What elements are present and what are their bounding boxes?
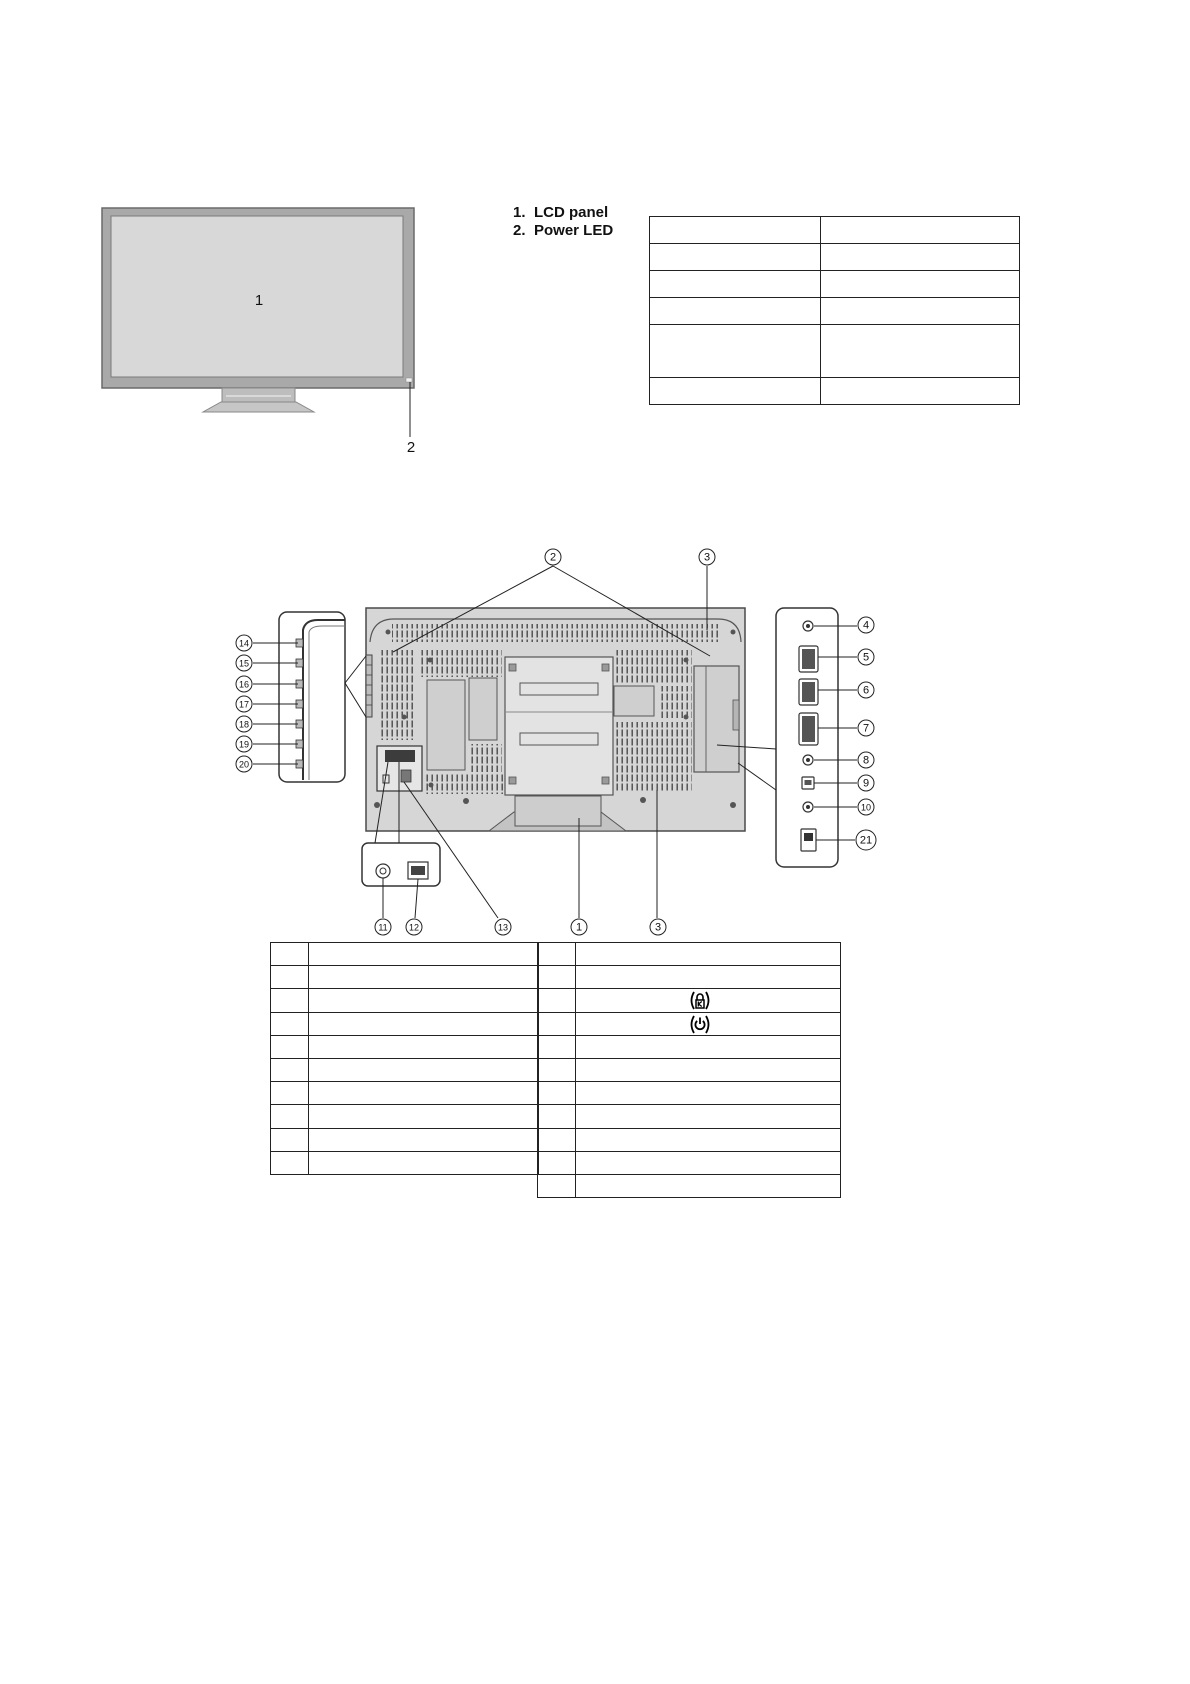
parts-list-label: Power LED — [534, 222, 614, 239]
callout-14 — [236, 635, 252, 651]
power-switch — [408, 862, 428, 879]
dc-jack — [376, 864, 390, 878]
table-row — [271, 1058, 539, 1081]
table-cell — [576, 1151, 841, 1174]
power-icon — [687, 1014, 713, 1035]
callout-16 — [236, 676, 252, 692]
table-cell — [271, 1128, 309, 1151]
table-row — [538, 1128, 841, 1151]
table-cell — [309, 966, 539, 989]
rear-view-monitor — [366, 608, 745, 831]
port-housing — [694, 666, 739, 772]
callout-number: 2 — [549, 551, 557, 564]
callout-number: 11 — [378, 922, 388, 933]
parts-list-label: LCD panel — [534, 204, 609, 221]
callout-number: 13 — [497, 922, 509, 933]
table-row — [271, 1105, 539, 1128]
table-cell — [271, 943, 309, 966]
table-cell — [309, 1058, 539, 1081]
table-cell — [538, 1105, 576, 1128]
rear-block-right — [614, 686, 654, 716]
table-row — [650, 271, 1020, 298]
callout-number: 3 — [654, 921, 662, 934]
table-row — [538, 1105, 841, 1128]
table-cell — [271, 966, 309, 989]
side-button-strip — [366, 655, 372, 717]
stand-base — [203, 402, 314, 412]
callout-20 — [236, 756, 252, 772]
table-cell — [576, 1128, 841, 1151]
callout-number: 12 — [408, 922, 420, 933]
table-cell — [538, 966, 576, 989]
parts-list-item — [513, 204, 613, 222]
table-row — [271, 1012, 539, 1035]
displayport-port — [799, 713, 818, 745]
table-cell — [576, 1174, 841, 1197]
callout-number: 16 — [238, 679, 250, 690]
left-zoom-lines — [345, 656, 366, 717]
table-cell — [821, 217, 1020, 244]
table-cell — [271, 1035, 309, 1058]
callout-number: 10 — [860, 802, 872, 813]
table-cell — [576, 1058, 841, 1081]
callout-number: 6 — [862, 684, 870, 697]
callout-number: 7 — [862, 722, 870, 735]
mini-usb-port — [802, 777, 814, 789]
table-cell — [271, 1105, 309, 1128]
front-view-monitor — [102, 208, 415, 456]
table-cell — [271, 1082, 309, 1105]
callout-13 — [495, 919, 511, 935]
table-cell — [576, 1035, 841, 1058]
table-cell — [271, 1058, 309, 1081]
callout-18 — [236, 716, 252, 732]
table-row — [271, 1082, 539, 1105]
table-cell — [576, 989, 841, 1012]
callout-2 — [545, 549, 561, 565]
parts-list-number: 1. — [513, 204, 526, 221]
callout-3-bottom — [650, 919, 666, 935]
callout-1 — [571, 919, 587, 935]
table-cell — [309, 1151, 539, 1174]
table-row — [538, 1174, 841, 1197]
callout-number: 14 — [238, 638, 250, 649]
table-cell — [538, 989, 576, 1012]
round-jack-port-b — [803, 802, 813, 812]
table-cell — [538, 1128, 576, 1151]
table-cell — [309, 943, 539, 966]
callout-10 — [858, 799, 874, 815]
callout-4 — [858, 617, 874, 633]
rear-parts-table-left — [270, 942, 539, 1175]
callout-3-top — [699, 549, 715, 565]
table-cell — [538, 1058, 576, 1081]
table-cell — [650, 378, 821, 405]
table-row — [538, 1012, 841, 1035]
mount-plate — [505, 657, 613, 795]
table-cell — [538, 1151, 576, 1174]
table-cell — [538, 1174, 576, 1197]
callout-number: 5 — [862, 651, 870, 664]
table-cell — [538, 943, 576, 966]
table-row — [650, 325, 1020, 378]
table-row — [538, 1082, 841, 1105]
callout-12 — [406, 919, 422, 935]
table-row — [538, 989, 841, 1012]
table-cell — [821, 378, 1020, 405]
hdmi-port-1 — [799, 646, 818, 672]
table-row — [538, 943, 841, 966]
table-cell — [821, 298, 1020, 325]
table-row — [538, 966, 841, 989]
table-row — [271, 966, 539, 989]
table-cell — [650, 244, 821, 271]
table-cell — [650, 298, 821, 325]
table-row — [271, 943, 539, 966]
callout-number: 18 — [238, 719, 250, 730]
audio-jack-port — [803, 621, 813, 631]
callout-21 — [856, 830, 876, 850]
table-row — [538, 1151, 841, 1174]
callout-11 — [375, 919, 391, 935]
table-cell — [309, 1035, 539, 1058]
table-cell — [576, 966, 841, 989]
parts-list — [513, 204, 613, 240]
callout-number: 21 — [859, 834, 873, 847]
callout-19 — [236, 736, 252, 752]
power-led — [406, 378, 412, 382]
table-cell — [821, 244, 1020, 271]
callout-17 — [236, 696, 252, 712]
table-row — [650, 298, 1020, 325]
round-jack-port-a — [803, 755, 813, 765]
table-cell — [821, 325, 1020, 378]
callout-9 — [858, 775, 874, 791]
slide-switch — [801, 829, 816, 851]
rear-block-mid — [469, 678, 497, 740]
table-row — [650, 244, 1020, 271]
table-cell — [538, 1035, 576, 1058]
callout-number: 15 — [238, 658, 250, 669]
led-label: 2 — [406, 439, 416, 456]
callout-number: 20 — [238, 759, 250, 770]
kensington-lock-icon — [687, 990, 713, 1011]
table-row — [271, 1035, 539, 1058]
table-cell — [271, 1151, 309, 1174]
table-cell — [576, 943, 841, 966]
table-cell — [309, 989, 539, 1012]
table-row — [271, 1128, 539, 1151]
table-row — [271, 1151, 539, 1174]
table-cell — [576, 1082, 841, 1105]
table-cell — [309, 1082, 539, 1105]
table-cell — [271, 1012, 309, 1035]
callout-number: 9 — [862, 777, 870, 790]
table-cell — [309, 1128, 539, 1151]
rear-block-left — [427, 680, 465, 770]
table-row — [271, 989, 539, 1012]
table-cell — [271, 989, 309, 1012]
table-cell — [538, 1082, 576, 1105]
front-spec-table — [649, 216, 1020, 405]
table-cell — [576, 1012, 841, 1035]
parts-list-number: 2. — [513, 222, 526, 239]
table-row — [650, 378, 1020, 405]
callout-number: 8 — [862, 754, 870, 767]
table-cell — [309, 1012, 539, 1035]
table-row — [650, 217, 1020, 244]
table-cell — [309, 1105, 539, 1128]
callout-number: 17 — [238, 699, 250, 710]
callout-number: 3 — [703, 551, 711, 564]
callout-7 — [858, 720, 874, 736]
table-cell — [650, 217, 821, 244]
panel-label: 1 — [254, 292, 264, 309]
rear-parts-table-right — [537, 942, 841, 1198]
table-row — [538, 1035, 841, 1058]
callout-6 — [858, 682, 874, 698]
left-side-detail — [279, 612, 366, 782]
table-cell — [650, 325, 821, 378]
table-cell — [821, 271, 1020, 298]
parts-list-item — [513, 222, 613, 240]
callout-number: 19 — [238, 739, 250, 750]
callout-number: 4 — [862, 619, 870, 632]
hdmi-port-2 — [799, 679, 818, 705]
table-cell — [650, 271, 821, 298]
table-cell — [576, 1105, 841, 1128]
table-row — [538, 1058, 841, 1081]
callout-15 — [236, 655, 252, 671]
callout-number: 1 — [575, 921, 583, 934]
table-cell — [538, 1012, 576, 1035]
callout-5 — [858, 649, 874, 665]
callout-8 — [858, 752, 874, 768]
